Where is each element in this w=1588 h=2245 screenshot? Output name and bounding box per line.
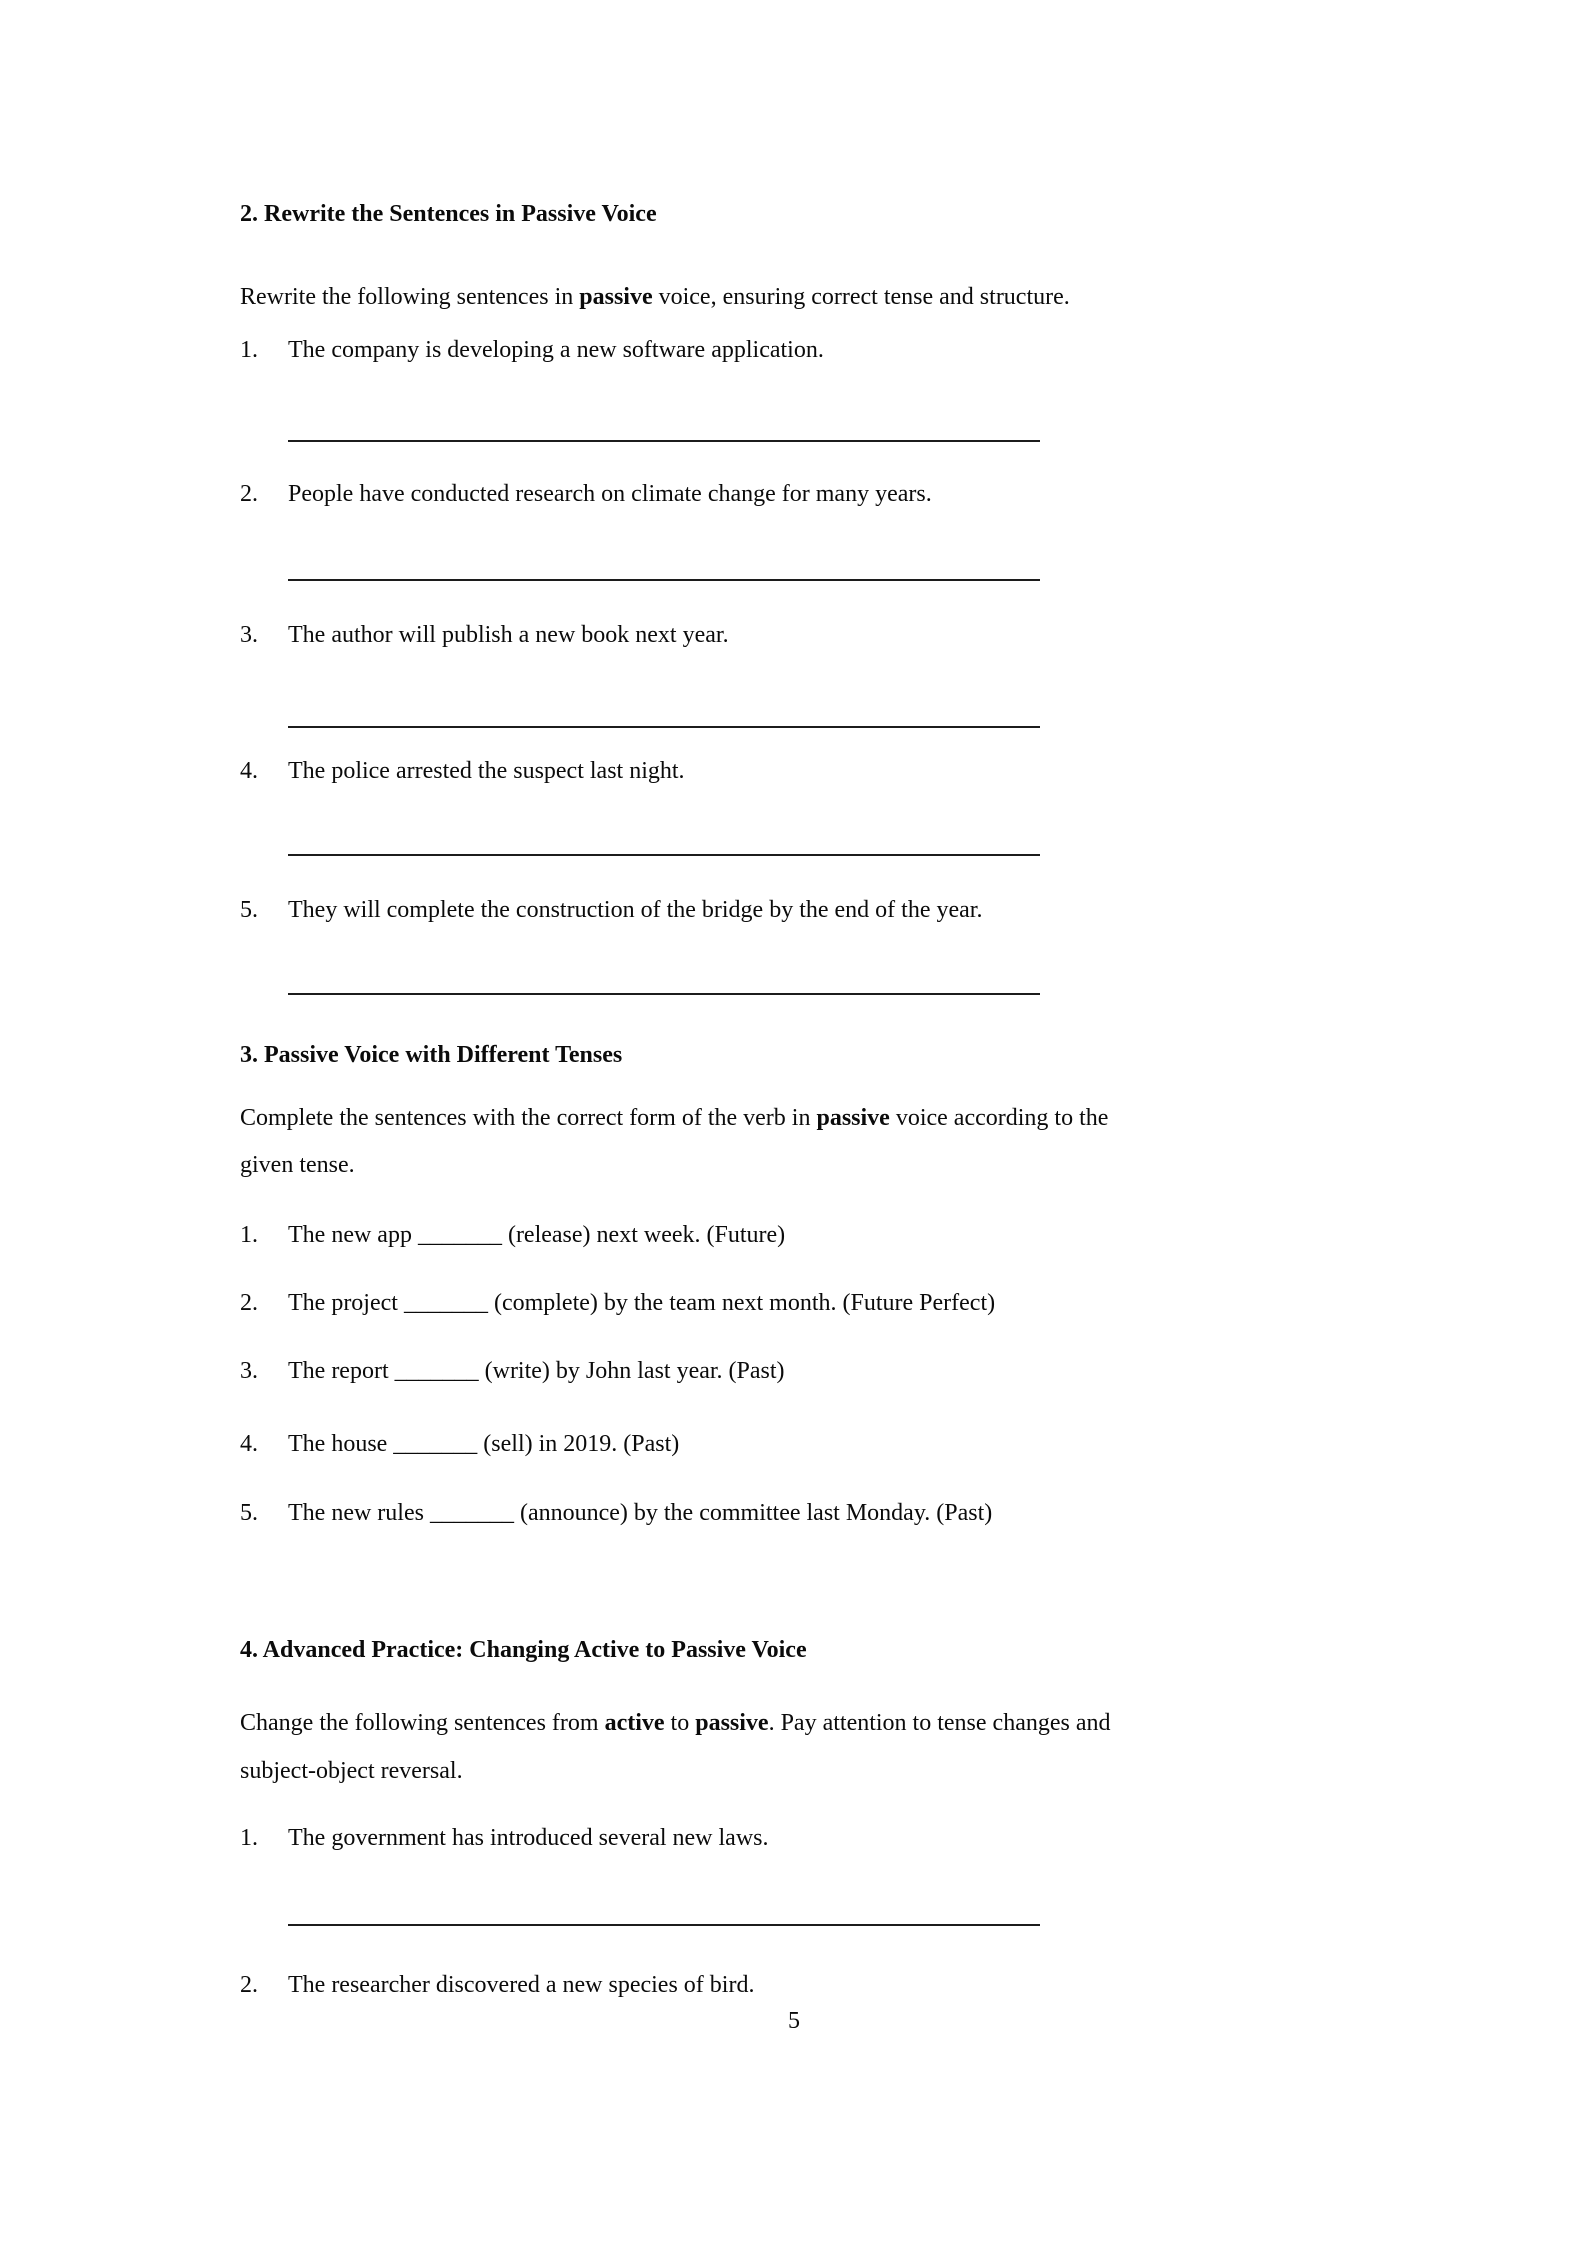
list-item-number: 5.	[240, 1500, 258, 1526]
list-item-number: 2.	[240, 1972, 258, 1998]
list-item-text: The report _______ (write) by John last year. (Past)	[288, 1358, 785, 1384]
list-item-number: 3.	[240, 1358, 258, 1384]
section-4-intro-line-1	[240, 1706, 1110, 1740]
intro-text-bold: passive	[816, 1105, 890, 1131]
section-4-intro-line-2: subject-object reversal.	[240, 1758, 463, 1784]
list-item	[240, 1821, 769, 1855]
list-item	[240, 754, 685, 788]
section-2-intro	[240, 280, 1070, 314]
list-item-number: 1.	[240, 337, 258, 363]
intro-text: Change the following sentences from	[240, 1710, 605, 1736]
list-item-text: The project _______ (complete) by the team next month. (Future Perfect)	[288, 1290, 996, 1316]
answer-blank-line	[288, 440, 1040, 442]
list-item	[240, 618, 729, 652]
list-item-text: The house _______ (sell) in 2019. (Past)	[288, 1431, 680, 1457]
list-item-text: People have conducted research on climate change for many years.	[288, 481, 932, 507]
list-item-text: The company is developing a new software application.	[288, 337, 824, 363]
intro-text: Rewrite the following sentences in	[240, 284, 580, 310]
list-item-text: The author will publish a new book next year.	[288, 622, 729, 648]
intro-text-bold: passive	[695, 1710, 769, 1736]
answer-blank-line	[288, 1924, 1040, 1926]
list-item-text: The researcher discovered a new species of bird.	[288, 1972, 755, 1998]
list-item-number: 4.	[240, 758, 258, 784]
answer-blank-line	[288, 993, 1040, 995]
list-item-text: They will complete the construction of the bridge by the end of the year.	[288, 897, 983, 923]
section-2-heading: 2. Rewrite the Sentences in Passive Voice	[240, 201, 657, 227]
list-item-number: 5.	[240, 897, 258, 923]
list-item-number: 2.	[240, 481, 258, 507]
list-item	[240, 1286, 995, 1320]
list-item-number: 2.	[240, 1290, 258, 1316]
list-item-text: The government has introduced several new laws.	[288, 1825, 769, 1851]
list-item-number: 3.	[240, 622, 258, 648]
section-3-heading: 3. Passive Voice with Different Tenses	[240, 1042, 623, 1068]
section-4-heading: 4. Advanced Practice: Changing Active to Passive Voice	[240, 1637, 807, 1663]
list-item	[240, 333, 824, 367]
list-item-number: 1.	[240, 1825, 258, 1851]
section-3-intro-line-1	[240, 1101, 1108, 1135]
section-3-intro-line-2: given tense.	[240, 1152, 355, 1178]
list-item	[240, 1218, 785, 1252]
intro-text-bold: active	[604, 1710, 665, 1736]
intro-text: to	[664, 1710, 696, 1736]
intro-text: voice, ensuring correct tense and structure.	[652, 284, 1070, 310]
answer-blank-line	[288, 726, 1040, 728]
list-item-text: The new rules _______ (announce) by the committee last Monday. (Past)	[288, 1500, 993, 1526]
list-item-text: The new app _______ (release) next week. (Future)	[288, 1222, 786, 1248]
answer-blank-line	[288, 579, 1040, 581]
list-item-number: 1.	[240, 1222, 258, 1248]
intro-text: Complete the sentences with the correct form of the verb in	[240, 1105, 817, 1131]
answer-blank-line	[288, 854, 1040, 856]
list-item	[240, 1496, 992, 1530]
list-item	[240, 1968, 754, 2002]
list-item-text: The police arrested the suspect last night.	[288, 758, 685, 784]
list-item	[240, 1427, 679, 1461]
page-number: 5	[788, 2008, 800, 2034]
intro-text: . Pay attention to tense changes and	[768, 1710, 1111, 1736]
list-item-number: 4.	[240, 1431, 258, 1457]
list-item	[240, 893, 982, 927]
intro-text: voice according to the	[889, 1105, 1109, 1131]
list-item	[240, 477, 932, 511]
intro-text-bold: passive	[579, 284, 653, 310]
list-item	[240, 1354, 785, 1388]
